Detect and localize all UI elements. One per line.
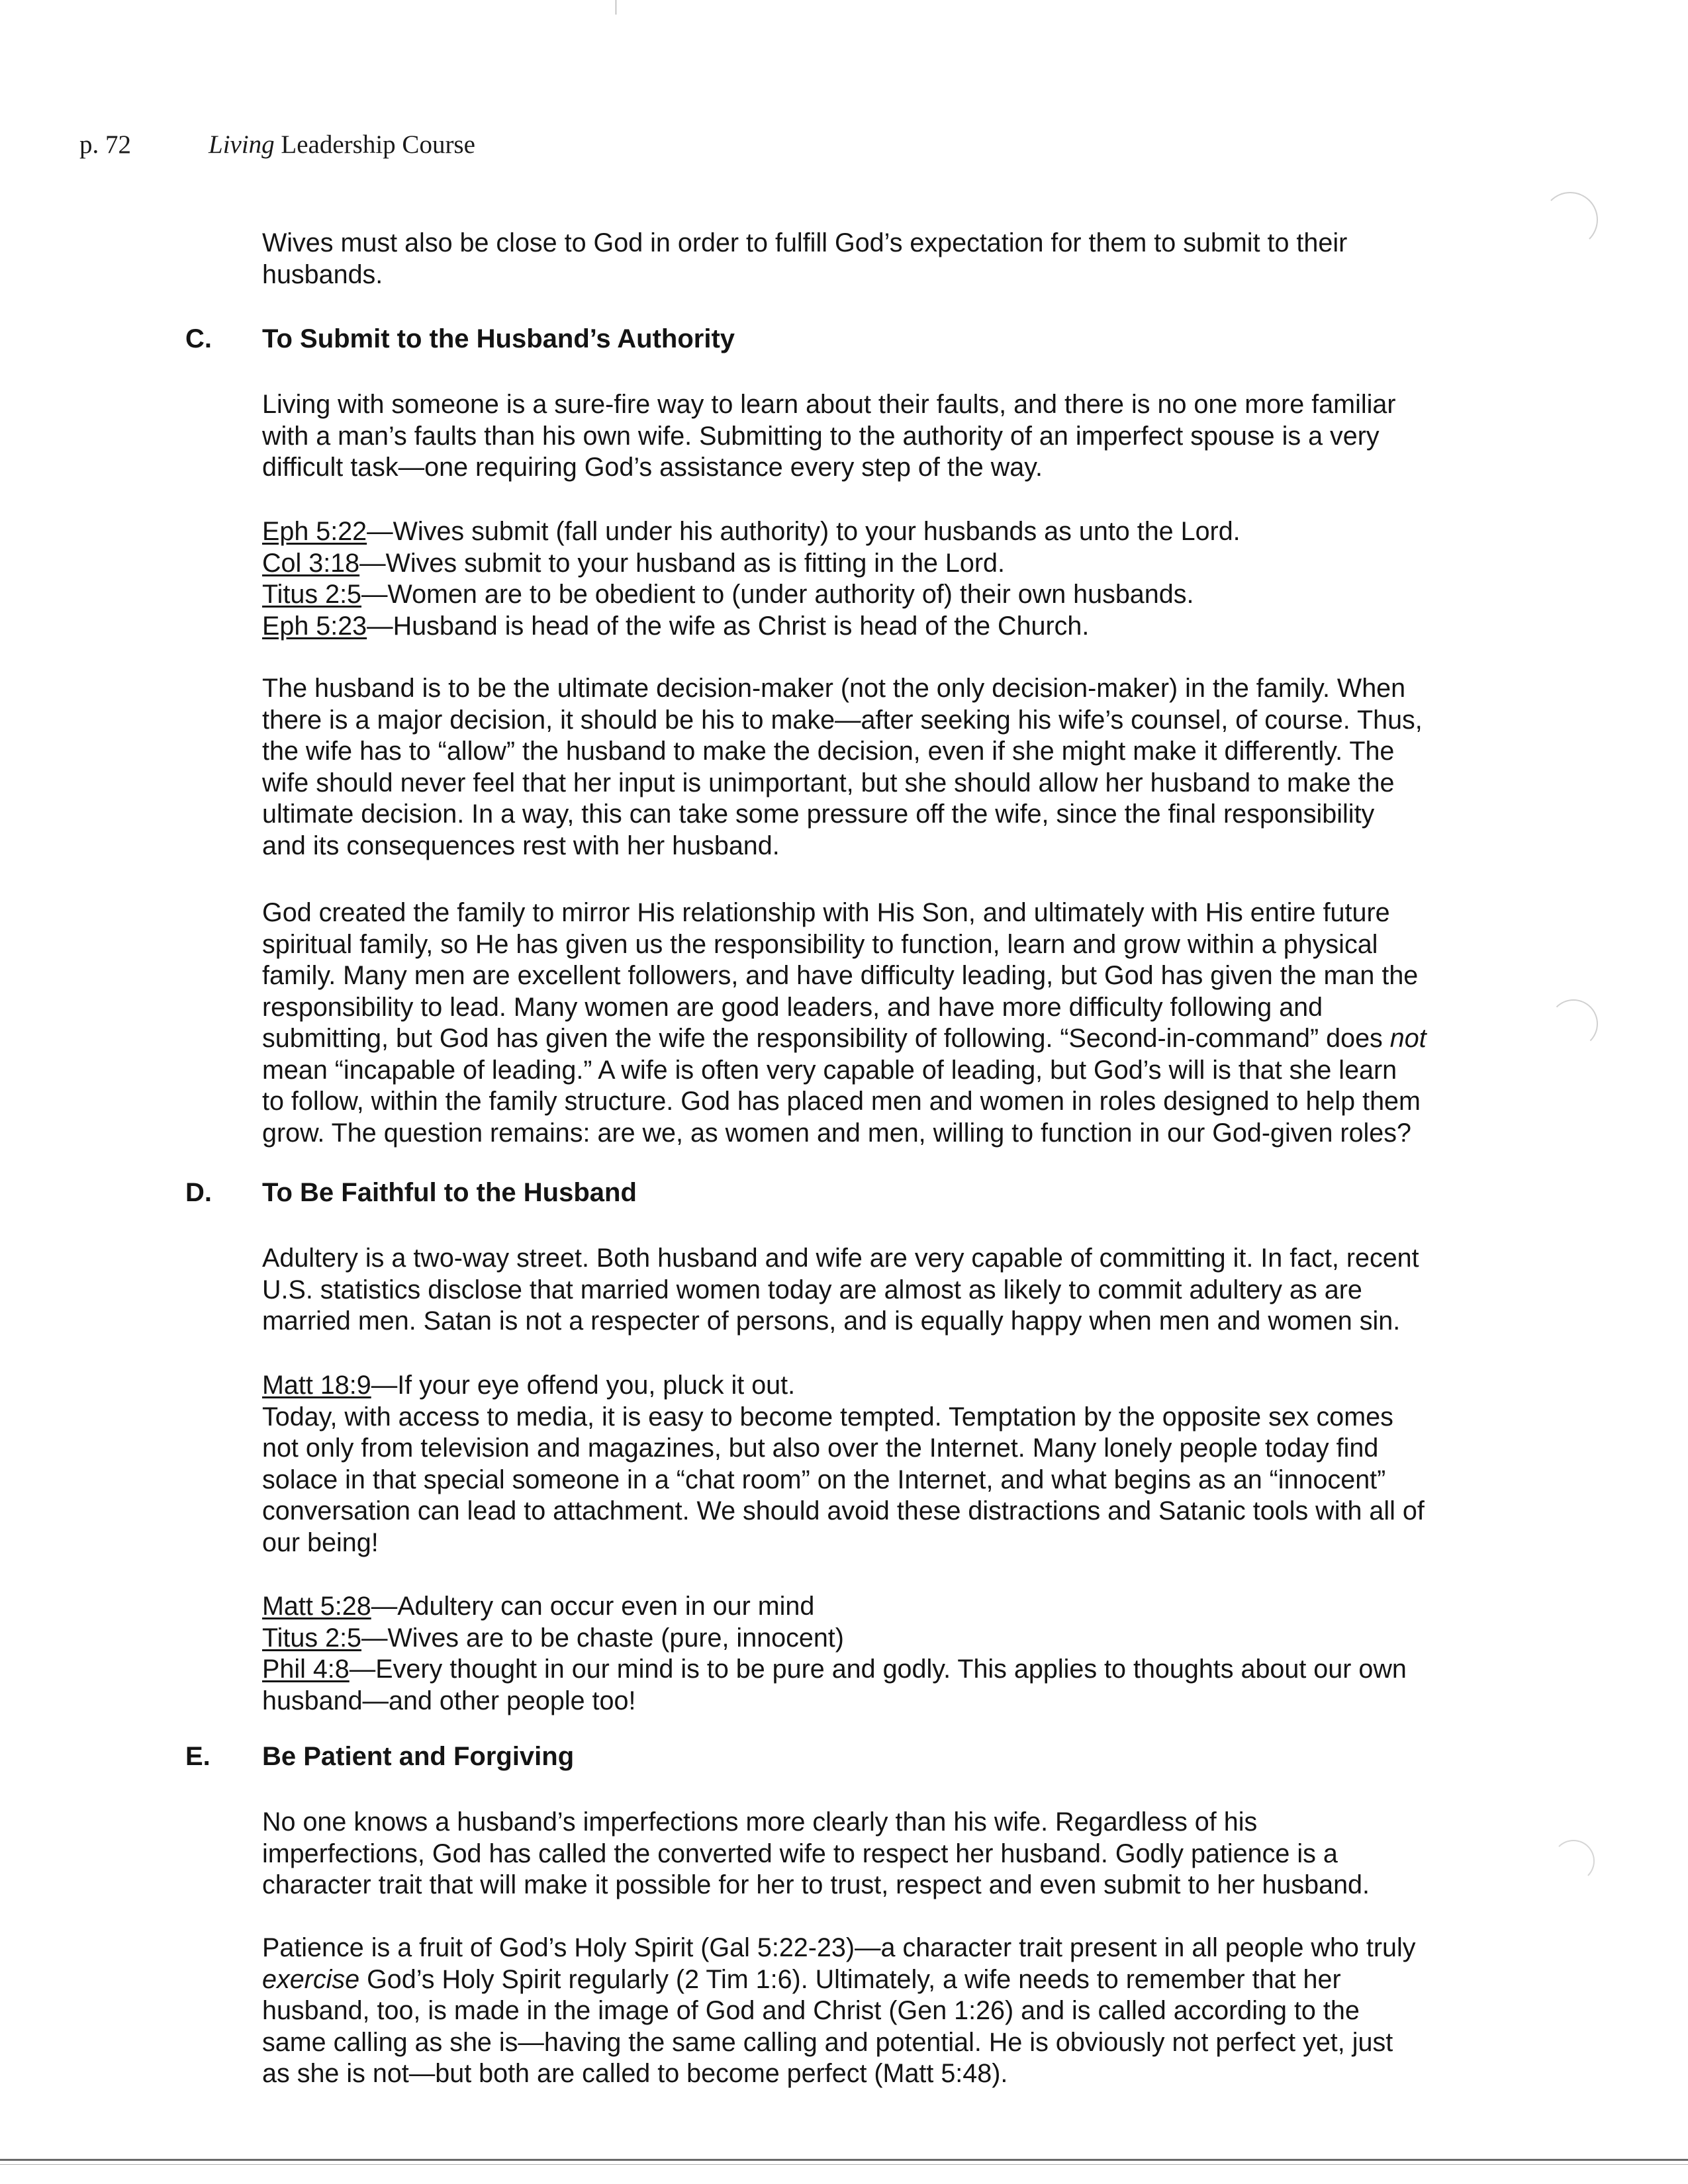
- scripture-ref: Titus 2:5—Wives are to be chaste (pure, innocent): [262, 1623, 844, 1653]
- page-header: [79, 130, 475, 159]
- section-d-paragraph-2: Matt 18:9—If your eye offend you, pluck it out. Today, with access to media, it is easy to become tempted. Temptation by the opposite sex comes not only from television and magazines, but also over the Internet. Many lonely people today find solace in that special someone in a “chat room” on the Internet, and what begins as an “innocent” conversation can lead to attachment. We should avoid these distractions and Satanic tools with all of our being!: [262, 1370, 1520, 1559]
- section-c-heading: C. To Submit to the Husband’s Authority: [185, 324, 735, 353]
- binder-hole-mark: [1552, 1840, 1595, 1882]
- section-d-paragraph-1: Adultery is a two-way street. Both husband and wife are very capable of committing it. In fact, recent U.S. statistics disclose that married women today are almost as likely to commit adultery as are married men. Satan is not a respecter of persons, and is equally happy when men and women sin.: [262, 1244, 1419, 1336]
- course-title-italic: Living: [209, 130, 275, 159]
- section-e-paragraph-2: Patience is a fruit of God’s Holy Spirit (Gal 5:22-23)—a character trait present in all people who truly exercise God’s Holy Spirit regularly (2 Tim 1:6). Ultimately, a wife needs to remember that her husband, too, is made in the image of God and Christ (Gen 1:26) and is called according to the same calling as she is—having the same calling and potential. He is obviously not perfect yet, just as she is not—but both are called to become perfect (Matt 5:48).: [262, 1933, 1416, 2088]
- section-d-heading: D. To Be Faithful to the Husband: [185, 1178, 637, 1207]
- section-c-paragraph-3: God created the family to mirror His relationship with His Son, and ultimately with His entire future spiritual family, so He has given us the responsibility to function, learn and grow within a physical family. Many men are excellent followers, and have difficulty leading, but God has given the man the responsibility to lead. Many women are good leaders, and have more difficulty following and submitting, but God has given the wife the responsibility of following. “Second-in-command” does not mean “incapable of leading.” A wife is often very capable of leading, but God’s will is that she learn to follow, within the family structure. God has placed men and women in roles designed to help them grow. The question remains: are we, as women and men, willing to function in our God-given roles?: [262, 898, 1427, 1148]
- intro-paragraph: Wives must also be close to God in order to fulfill God’s expectation for them to submit to their husbands.: [262, 228, 1348, 289]
- page-number: p. 72: [79, 130, 131, 159]
- binder-hole-mark: [1542, 192, 1598, 248]
- scripture-ref: Eph 5:23—Husband is head of the wife as Christ is head of the Church.: [262, 611, 1090, 641]
- scripture-ref: Phil 4:8—Every thought in our mind is to be pure and godly. This applies to thoughts about our own: [262, 1655, 1407, 1684]
- scripture-ref: Col 3:18—Wives submit to your husband as is fitting in the Lord.: [262, 548, 1005, 578]
- course-title: Leadership Course: [274, 130, 475, 159]
- section-c-paragraph-2: The husband is to be the ultimate decision-maker (not the only decision-maker) in the family. When there is a major decision, it should be his to make—after seeking his wife’s counsel, of course. Thus, the wife has to “allow” the husband to make the decision, even if she might make it differently. The wife should never feel that her input is unimportant, but she should allow her husband to make the ultimate decision. In a way, this can take some pressure off the wife, since the final responsibility and its consequences rest with her husband.: [262, 674, 1423, 860]
- bottom-scan-edge: [0, 2159, 1688, 2161]
- section-e-paragraph-1: No one knows a husband’s imperfections more clearly than his wife. Regardless of his imperfections, God has called the converted wife to respect her husband. Godly patience is a character trait that will make it possible for her to trust, respect and even submit to her husband.: [262, 1807, 1370, 1899]
- section-e-heading: E. Be Patient and Forgiving: [185, 1742, 575, 1771]
- scripture-ref: Matt 18:9—If your eye offend you, pluck it out.: [262, 1371, 796, 1400]
- section-d-scripture-refs: Matt 5:28—Adultery can occur even in our mind Titus 2:5—Wives are to be chaste (pure, innocent) Phil 4:8—Every thought in our mind is to be pure and godly. This applies to thoughts about our own husband—and other people too!: [262, 1591, 1520, 1717]
- section-c-paragraph-1: Living with someone is a sure-fire way to learn about their faults, and there is no one more familiar with a man’s faults than his own wife. Submitting to the authority of an imperfect spouse is a very difficult task—one requiring God’s assistance every step of the way.: [262, 390, 1396, 482]
- scripture-ref: Matt 5:28—Adultery can occur even in our mind: [262, 1592, 815, 1621]
- bottom-scan-edge: [0, 2164, 1688, 2165]
- scripture-ref: Titus 2:5—Women are to be obedient to (under authority of) their own husbands.: [262, 580, 1194, 609]
- binder-hole-mark: [1549, 999, 1598, 1048]
- scripture-ref: Eph 5:22—Wives submit (fall under his authority) to your husbands as unto the Lord.: [262, 517, 1241, 546]
- section-c-scripture-refs: [262, 516, 1520, 642]
